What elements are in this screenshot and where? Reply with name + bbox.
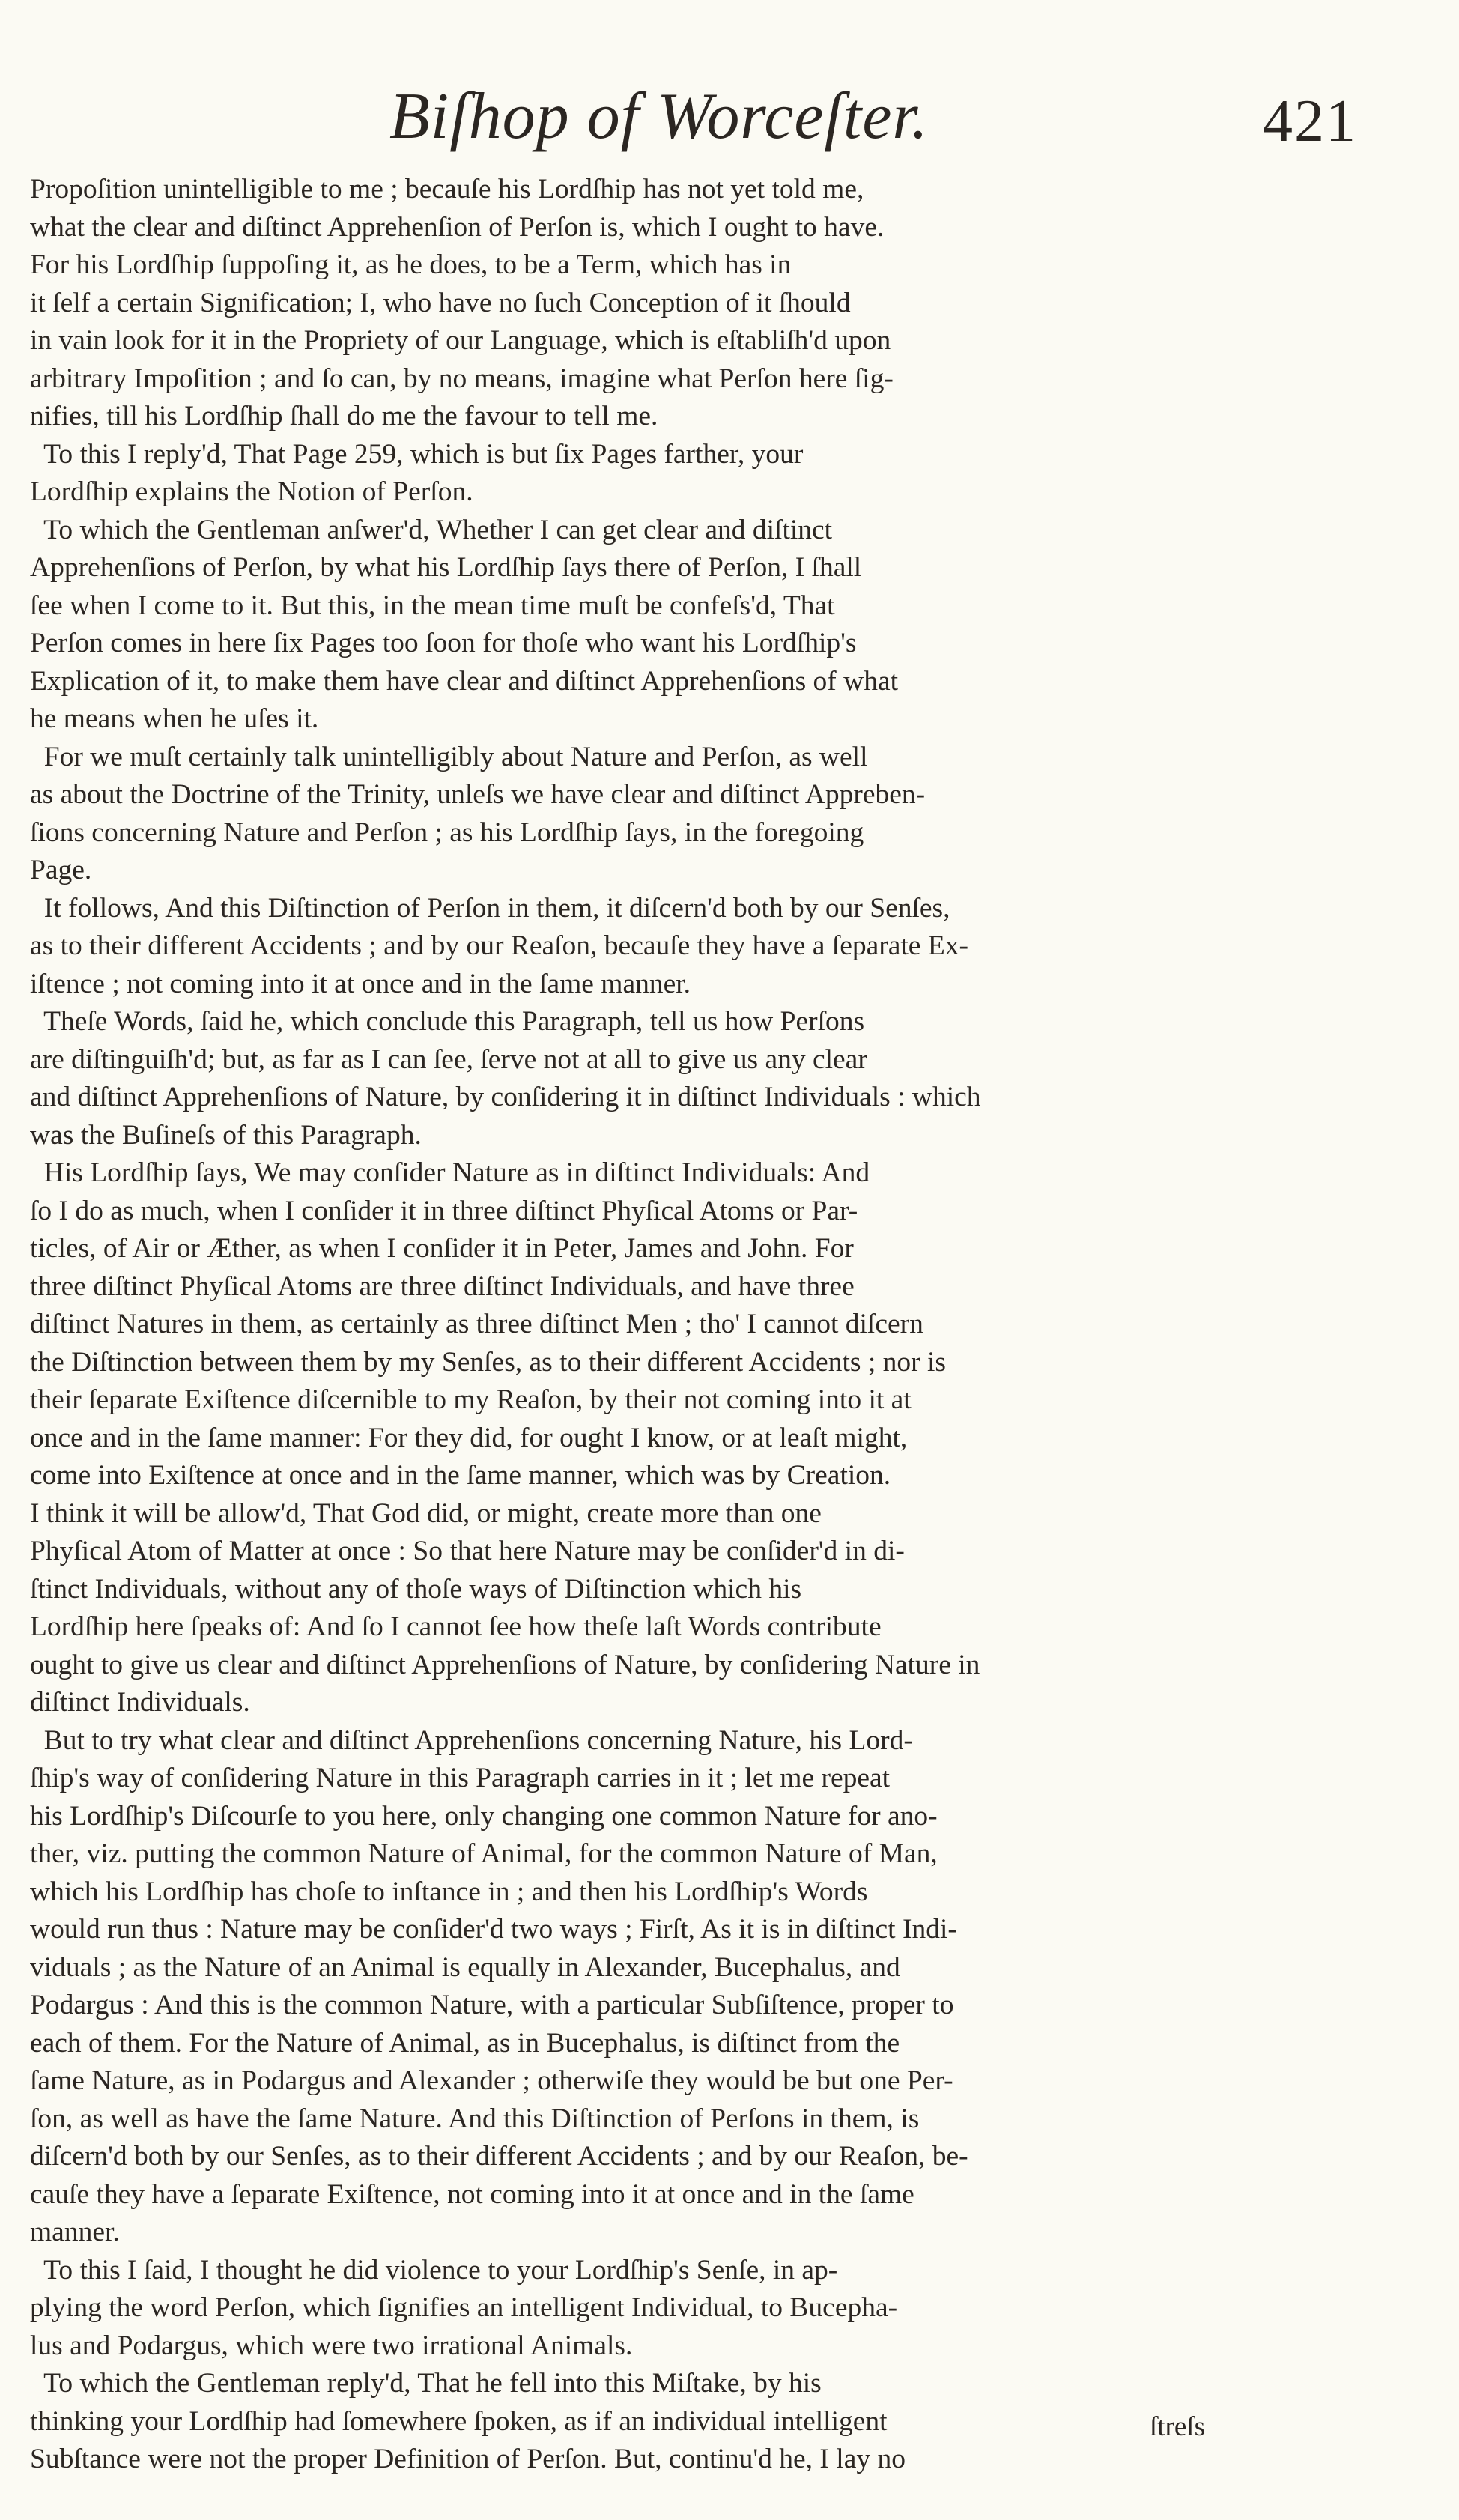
page-number: 421 bbox=[1263, 88, 1357, 154]
text-line: and diſtinct Apprehenſions of Nature, by conſidering it in diſtinct Individuals : which bbox=[30, 1082, 981, 1112]
text-line: Lordſhip here ſpeaks of: And ſo I cannot ſee how theſe laſt Words contribute bbox=[30, 1611, 882, 1642]
text-line: Apprehenſions of Perſon, by what his Lordſhip ſays there of Perſon, I ſhall bbox=[30, 552, 862, 583]
text-line: ſon, as well as have the ſame Nature. And this Diſtinction of Perſons in them, is bbox=[30, 2103, 920, 2134]
text-line: diſcern'd both by our Senſes, as to their different Accidents ; and by our Reaſon, be- bbox=[30, 2141, 968, 2172]
text-line: To this I ſaid, I thought he did violence to your Lordſhip's Senſe, in ap- bbox=[30, 2254, 838, 2286]
text-line: plying the word Perſon, which ſignifies an intelligent Individual, to Bucepha- bbox=[30, 2292, 898, 2323]
text-line: Podargus : And this is the common Nature, with a particular Subſiſtence, proper to bbox=[30, 1990, 954, 2020]
text-line: Page. bbox=[30, 855, 92, 885]
text-line: arbitrary Impoſition ; and ſo can, by no means, imagine what Perſon here ſig- bbox=[30, 363, 894, 394]
running-head bbox=[0, 71, 1459, 169]
text-line: diſtinct Natures in them, as certainly as three diſtinct Men ; tho' I cannot diſcern bbox=[30, 1309, 923, 1339]
text-line: manner. bbox=[30, 2217, 120, 2247]
text-line: cauſe they have a ſeparate Exiſtence, not coming into it at once and in the ſame bbox=[30, 2178, 914, 2210]
text-line: thinking your Lordſhip had ſomewhere ſpoken, as if an individual intelligent bbox=[30, 2405, 888, 2437]
text-line: as to their different Accidents ; and by our Reaſon, becauſe they have a ſeparate Ex- bbox=[30, 930, 968, 961]
text-line: ſions concerning Nature and Perſon ; as his Lordſhip ſays, in the foregoing bbox=[30, 817, 864, 848]
text-line: To this I reply'd, That Page 259, which is but ſix Pages farther, your bbox=[30, 438, 804, 470]
body-text bbox=[30, 171, 1213, 2479]
text-line: Phyſical Atom of Matter at once : So that here Nature may be conſider'd in di- bbox=[30, 1536, 905, 1566]
text-line: ought to give us clear and diſtinct Apprehenſions of Nature, by conſidering Nature in bbox=[30, 1649, 980, 1680]
text-line: ſhip's way of conſidering Nature in this Paragraph carries in it ; let me repeat bbox=[30, 1763, 891, 1793]
running-title: Biſhop of Worceſter. bbox=[389, 80, 929, 153]
text-line: would run thus : Nature may be conſider'd two ways ; Firſt, As it is in diſtinct Indi- bbox=[30, 1914, 957, 1945]
text-line: Lordſhip explains the Notion of Perſon. bbox=[30, 476, 473, 507]
text-line: ticles, of Air or Æther, as when I conſider it in Peter, James and John. For bbox=[30, 1233, 854, 1264]
text-line: Theſe Words, ſaid he, which conclude this Paragraph, tell us how Perſons bbox=[30, 1006, 865, 1037]
text-line: His Lordſhip ſays, We may conſider Nature as in diſtinct Individuals: And bbox=[30, 1157, 870, 1188]
catchword: ſtreſs bbox=[1150, 2411, 1205, 2442]
text-line: Explication of it, to make them have clear and diſtinct Apprehenſions of what bbox=[30, 665, 899, 697]
text-line: iſtence ; not coming into it at once and in the ſame manner. bbox=[30, 968, 691, 999]
text-line: It follows, And this Diſtinction of Perſon in them, it diſcern'd both by our Senſes, bbox=[30, 892, 950, 924]
text-line: ſame Nature, as in Podargus and Alexander ; otherwiſe they would be but one Per- bbox=[30, 2065, 953, 2096]
text-line: he means when he uſes it. bbox=[30, 703, 319, 734]
text-line: nifies, till his Lordſhip ſhall do me the favour to tell me. bbox=[30, 401, 658, 431]
text-line: ſo I do as much, when I conſider it in three diſtinct Phyſical Atoms or Par- bbox=[30, 1195, 858, 1226]
text-line: But to try what clear and diſtinct Apprehenſions concerning Nature, his Lord- bbox=[30, 1724, 913, 1756]
text-line: diſtinct Individuals. bbox=[30, 1687, 250, 1718]
text-line: To which the Gentleman anſwer'd, Whether I can get clear and diſtinct bbox=[30, 514, 833, 545]
text-line: in vain look for it in the Propriety of our Language, which is eſtabliſh'd upon bbox=[30, 325, 891, 356]
text-line: Subſtance were not the proper Definition of Perſon. But, continu'd he, I lay no bbox=[30, 2444, 906, 2474]
text-line: ſee when I come to it. But this, in the mean time muſt be confeſs'd, That bbox=[30, 590, 835, 621]
text-line: his Lordſhip's Diſcourſe to you here, only changing one common Nature for ano- bbox=[30, 1800, 938, 1832]
text-line: three diſtinct Phyſical Atoms are three diſtinct Individuals, and have three bbox=[30, 1270, 855, 1302]
text-line: Propoſition unintelligible to me ; becauſe his Lordſhip has not yet told me, bbox=[30, 174, 864, 205]
text-line: lus and Podargus, which were two irrational Animals. bbox=[30, 2330, 633, 2361]
text-line: as about the Doctrine of the Trinity, unleſs we have clear and diſtinct Appreben- bbox=[30, 779, 926, 810]
text-line: To which the Gentleman reply'd, That he fell into this Miſtake, by his bbox=[30, 2368, 822, 2399]
text-line: once and in the ſame manner: For they did, for ought I know, or at leaſt might, bbox=[30, 1422, 908, 1453]
text-line: viduals ; as the Nature of an Animal is equally in Alexander, Bucephalus, and bbox=[30, 1951, 900, 1983]
text-line: ſtinct Individuals, without any of thoſe ways of Diſtinction which his bbox=[30, 1573, 802, 1605]
text-line: are diſtinguiſh'd; but, as far as I can ſee, ſerve not at all to give us any clear bbox=[30, 1044, 867, 1075]
text-line: what the clear and diſtinct Apprehenſion of Perſon is, which I ought to have. bbox=[30, 211, 885, 243]
text-line: Perſon comes in here ſix Pages too ſoon for thoſe who want his Lordſhip's bbox=[30, 628, 857, 658]
text-line: I think it will be allow'd, That God did, or might, create more than one bbox=[30, 1497, 822, 1529]
text-line: was the Buſineſs of this Paragraph. bbox=[30, 1119, 422, 1151]
text-line: their ſeparate Exiſtence diſcernible to my Reaſon, by their not coming into it at bbox=[30, 1384, 912, 1415]
text-line: which his Lordſhip has choſe to inſtance in ; and then his Lordſhip's Words bbox=[30, 1876, 868, 1907]
text-line: ther, viz. putting the common Nature of Animal, for the common Nature of Man, bbox=[30, 1838, 938, 1869]
text-line: each of them. For the Nature of Animal, as in Bucephalus, is diſtinct from the bbox=[30, 2027, 900, 2059]
text-line: For his Lordſhip ſuppoſing it, as he does, to be a Term, which has in bbox=[30, 249, 792, 280]
text-line: it ſelf a certain Signification; I, who have no ſuch Conception of it ſhould bbox=[30, 287, 851, 318]
text-line: the Diſtinction between them by my Senſes, as to their different Accidents ; nor is bbox=[30, 1346, 946, 1378]
text-line: For we muſt certainly talk unintelligibly about Nature and Perſon, as well bbox=[30, 741, 868, 772]
text-line: come into Exiſtence at once and in the ſame manner, which was by Creation. bbox=[30, 1460, 891, 1491]
